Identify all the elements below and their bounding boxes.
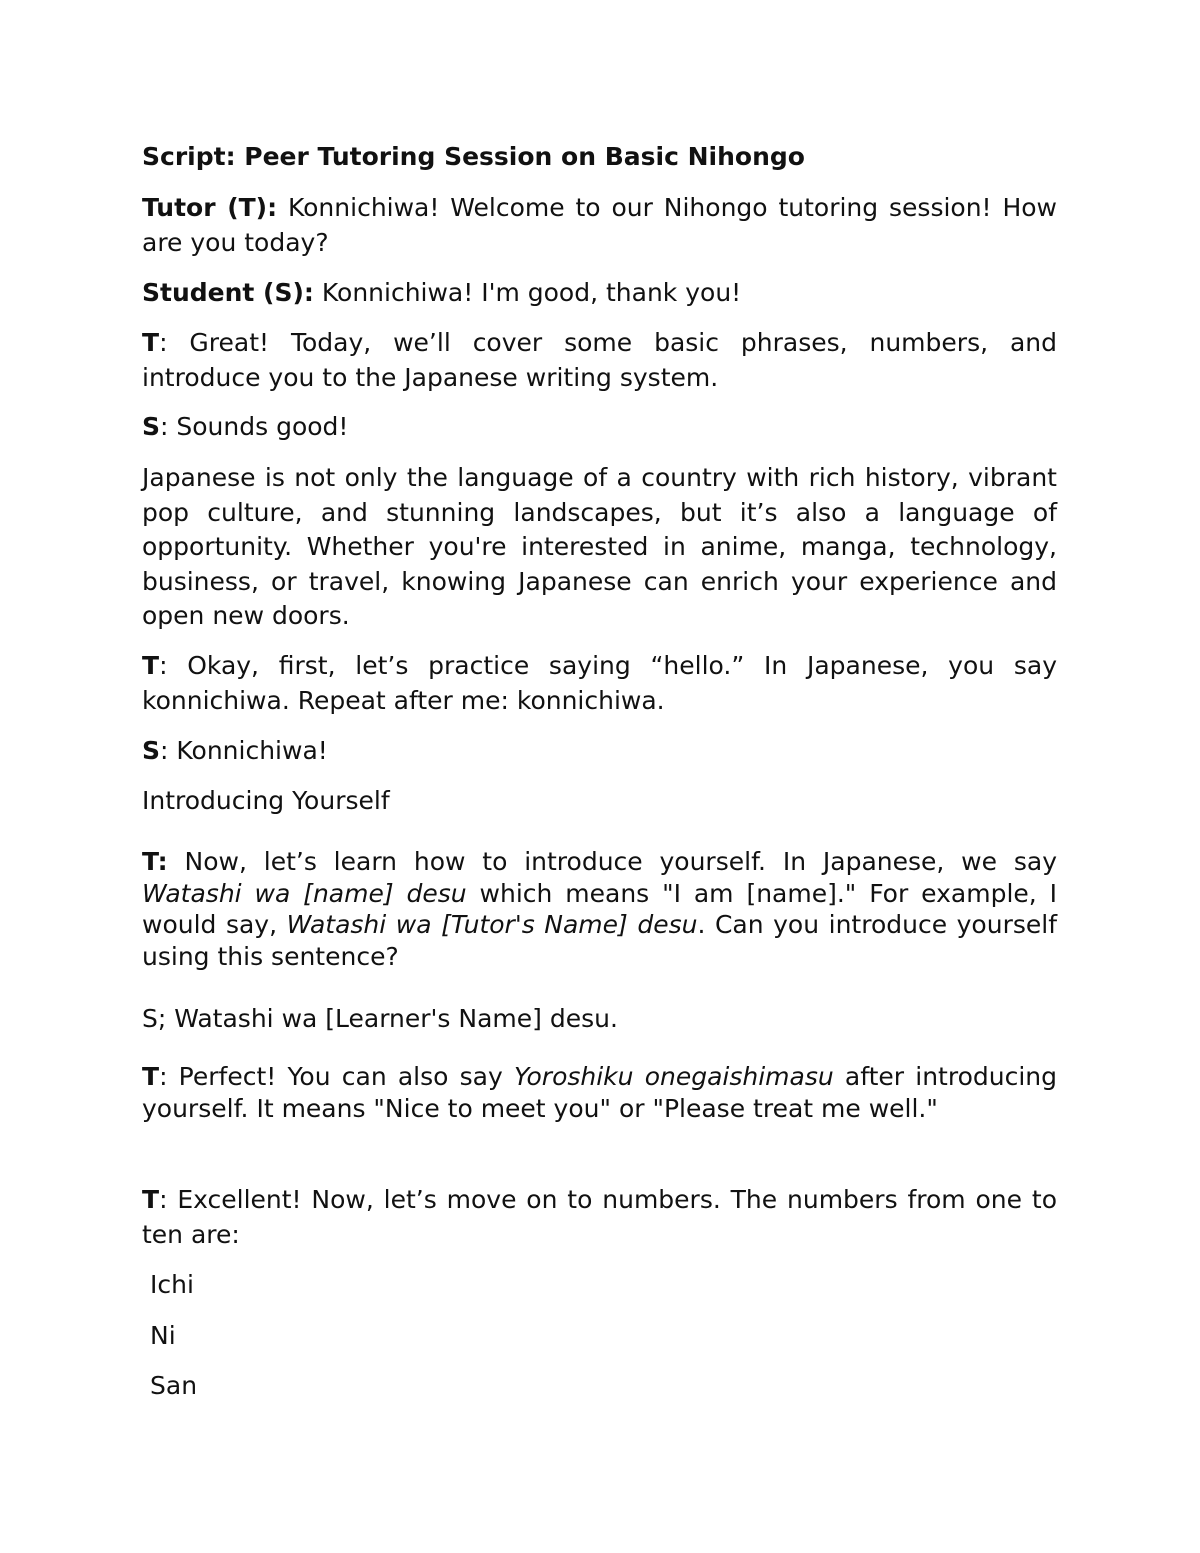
dialogue-tutor-greeting	[142, 191, 1057, 260]
japanese-phrase: Yoroshiku onegaishimasu	[513, 1062, 834, 1091]
document-title: Script: Peer Tutoring Session on Basic Nihongo	[142, 142, 805, 171]
number-item: Ni	[150, 1321, 176, 1350]
dialogue-text: : Excellent! Now, let’s move on to numbers. The numbers from one to ten are:	[142, 1185, 1057, 1249]
dialogue-tutor-overview	[142, 326, 1057, 395]
dialogue-text: Konnichiwa! I'm good, thank you!	[313, 278, 742, 307]
dialogue-text: : Great! Today, we’ll cover some basic phrases, numbers, and introduce you to the Japanese writing system.	[142, 328, 1057, 392]
speaker-label: Tutor (T):	[142, 193, 278, 222]
dialogue-text: : Konnichiwa!	[160, 736, 328, 765]
dialogue-tutor-hello	[142, 649, 1057, 718]
dialogue-text: : Sounds good!	[160, 412, 349, 441]
dialogue-tutor-numbers	[142, 1183, 1057, 1252]
japanese-phrase: Watashi wa [Tutor's Name] desu	[286, 910, 698, 939]
speaker-label: T	[142, 1185, 160, 1214]
number-item: San	[150, 1371, 198, 1400]
dialogue-student-reply	[142, 276, 1057, 311]
dialogue-text: Konnichiwa! Welcome to our Nihongo tutoring session! How are you today?	[142, 193, 1058, 257]
intro-paragraph: Japanese is not only the language of a country with rich history, vibrant pop culture, and stunning landscapes, but it’s also a language of opportunity. Whether you're interested in anime, manga, technology, business, or travel, knowing Japanese can enrich your experience and open new doors.	[142, 463, 1057, 630]
speaker-label: T	[142, 651, 160, 680]
dialogue-text: . Can you introduce yourself using this sentence?	[142, 910, 1058, 971]
number-item: Ichi	[150, 1270, 194, 1299]
japanese-phrase: Watashi wa [name] desu	[142, 878, 467, 908]
speaker-label: S	[142, 736, 161, 765]
dialogue-student-hello	[142, 734, 1057, 769]
dialogue-tutor-introduce	[142, 846, 1057, 972]
dialogue-text: after introducing yourself. It means "Nice to meet you" or "Please treat me well."	[142, 1062, 1057, 1123]
speaker-label: T:	[142, 847, 168, 876]
speaker-label: Student (S):	[142, 278, 314, 307]
dialogue-tutor-yoroshiku	[142, 1061, 1057, 1124]
dialogue-student-introduce: S; Watashi wa [Learner's Name] desu.	[142, 1004, 618, 1033]
speaker-label: T	[142, 328, 160, 357]
section-heading: Introducing Yourself	[142, 786, 390, 815]
dialogue-text: Now, let’s learn how to introduce yourself. In Japanese, we say	[167, 847, 1057, 876]
dialogue-text: : Perfect! You can also say	[159, 1062, 514, 1091]
dialogue-text: : Okay, first, let’s practice saying “hello.” In Japanese, you say konnichiwa. Repeat after me: konnichiwa.	[142, 651, 1057, 715]
speaker-label: S	[142, 412, 161, 441]
dialogue-student-ack	[142, 410, 1057, 445]
dialogue-text: which means "I am [name]." For example, I would say,	[142, 878, 1057, 939]
speaker-label: T	[142, 1062, 160, 1091]
